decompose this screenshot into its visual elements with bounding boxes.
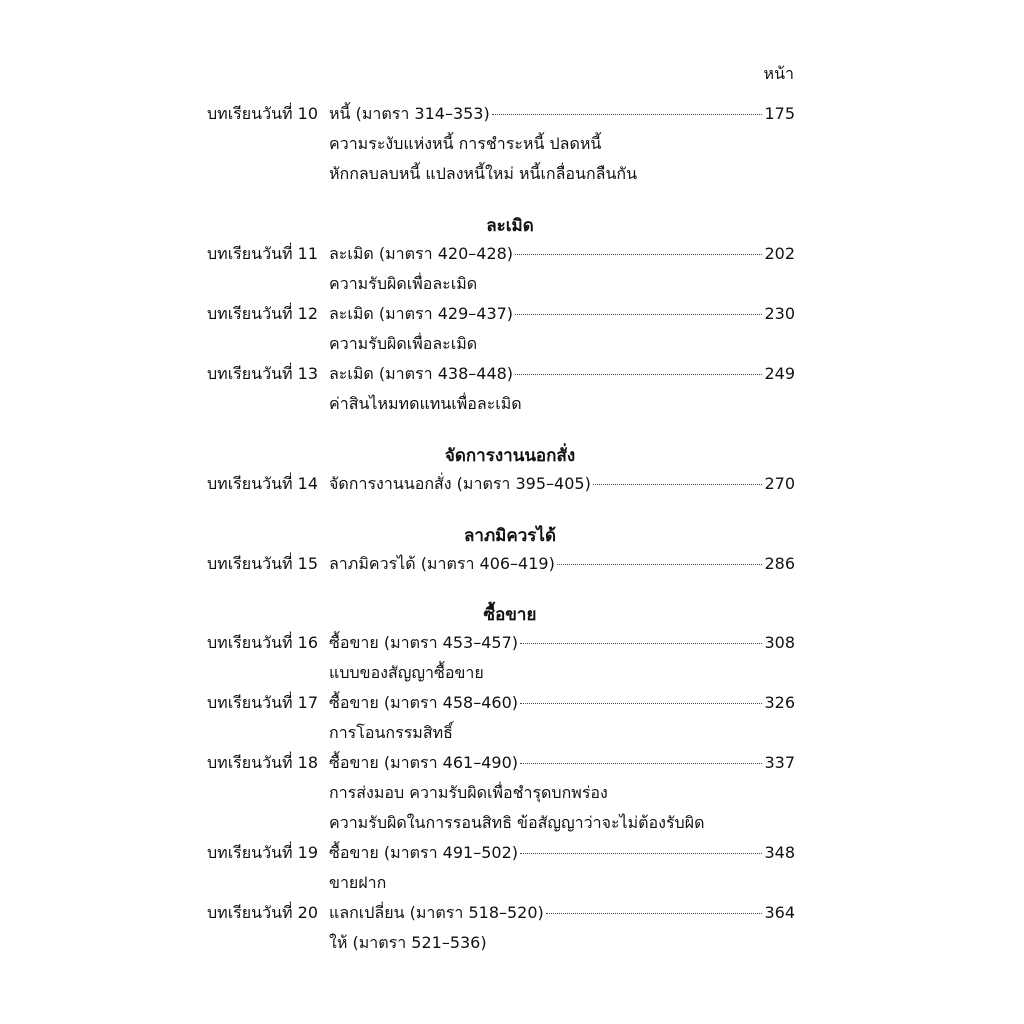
section-heading-sale: ซื้อขาย [483,605,537,625]
lesson-number: บทเรียนวันที่ 15 [207,554,318,573]
lesson-subtopic: หักกลบลบหนี้ แปลงหนี้ใหม่ หนี้เกลื่อนกลืนกัน [329,164,638,183]
lesson-title: ซื้อขาย (มาตรา 458–460) [329,693,518,712]
section-heading-agency-without-mandate: จัดการงานนอกสั่ง [444,446,576,466]
lesson-number: บทเรียนวันที่ 19 [207,843,318,862]
dot-leader [515,254,762,255]
page-number: 249 [764,364,795,383]
toc-entry-lesson-20[interactable] [207,901,795,927]
dot-leader [520,763,762,764]
toc-entry-lesson-15[interactable] [207,552,795,578]
page-number: 286 [764,554,795,573]
lesson-number: บทเรียนวันที่ 20 [207,903,318,922]
page-number: 364 [764,903,795,922]
lesson-title: หนี้ (มาตรา 314–353) [329,104,490,123]
toc-entry-lesson-17[interactable] [207,691,795,717]
section-heading-undue-enrichment: ลาภมิควรได้ [463,526,556,546]
page-number: 308 [764,633,795,652]
toc-entry-lesson-19[interactable] [207,841,795,867]
lesson-subtopic: ความรับผิดเพื่อละเมิด [329,334,478,353]
lesson-title: ละเมิด (มาตรา 420–428) [329,244,514,263]
page-number: 230 [764,304,795,323]
dot-leader [557,564,763,565]
lesson-number: บทเรียนวันที่ 14 [207,474,318,493]
toc-entry-lesson-18[interactable] [207,751,795,777]
lesson-subtopic: ความระงับแห่งหนี้ การชำระหนี้ ปลดหนี้ [329,134,602,153]
lesson-number: บทเรียนวันที่ 10 [207,104,318,123]
dot-leader [546,913,763,914]
lesson-subtopic: ความรับผิดในการรอนสิทธิ ข้อสัญญาว่าจะไม่ต้องรับผิด [329,813,705,832]
page-column-label: หน้า [763,64,794,83]
lesson-number: บทเรียนวันที่ 16 [207,633,318,652]
lesson-number: บทเรียนวันที่ 17 [207,693,318,712]
lesson-subtopic: ให้ (มาตรา 521–536) [329,933,487,952]
lesson-title: จัดการงานนอกสั่ง (มาตรา 395–405) [329,474,591,493]
page-number: 348 [764,843,795,862]
toc-entry-lesson-13[interactable] [207,362,795,388]
dot-leader [593,484,763,485]
lesson-subtopic: การโอนกรรมสิทธิ์ [329,723,453,742]
toc-entry-lesson-10[interactable] [207,102,795,128]
dot-leader [492,114,763,115]
lesson-number: บทเรียนวันที่ 18 [207,753,318,772]
lesson-title: ซื้อขาย (มาตรา 491–502) [329,843,518,862]
page-number: 326 [764,693,795,712]
page-number: 337 [764,753,795,772]
lesson-subtopic: ความรับผิดเพื่อละเมิด [329,274,478,293]
lesson-subtopic: ขายฝาก [329,873,387,892]
toc-entry-lesson-14[interactable] [207,472,795,498]
lesson-title: ละเมิด (มาตรา 438–448) [329,364,514,383]
lesson-number: บทเรียนวันที่ 11 [207,244,318,263]
lesson-title: แลกเปลี่ยน (มาตรา 518–520) [329,903,544,922]
page-number: 270 [764,474,795,493]
lesson-number: บทเรียนวันที่ 13 [207,364,318,383]
dot-leader [515,374,762,375]
dot-leader [515,314,762,315]
page-number: 175 [764,104,795,123]
lesson-title: ซื้อขาย (มาตรา 453–457) [329,633,518,652]
dot-leader [520,703,762,704]
lesson-title: ซื้อขาย (มาตรา 461–490) [329,753,518,772]
lesson-title: ละเมิด (มาตรา 429–437) [329,304,514,323]
toc-entry-lesson-16[interactable] [207,631,795,657]
lesson-subtopic: ค่าสินไหมทดแทนเพื่อละเมิด [329,394,522,413]
lesson-subtopic: แบบของสัญญาซื้อขาย [329,663,484,682]
lesson-subtopic: การส่งมอบ ความรับผิดเพื่อชำรุดบกพร่อง [329,783,608,802]
toc-entry-lesson-11[interactable] [207,242,795,268]
dot-leader [520,643,762,644]
lesson-number: บทเรียนวันที่ 12 [207,304,318,323]
page-number: 202 [764,244,795,263]
dot-leader [520,853,762,854]
lesson-title: ลาภมิควรได้ (มาตรา 406–419) [329,554,555,573]
toc-entry-lesson-12[interactable] [207,302,795,328]
section-heading-tort: ละเมิด [486,216,534,236]
